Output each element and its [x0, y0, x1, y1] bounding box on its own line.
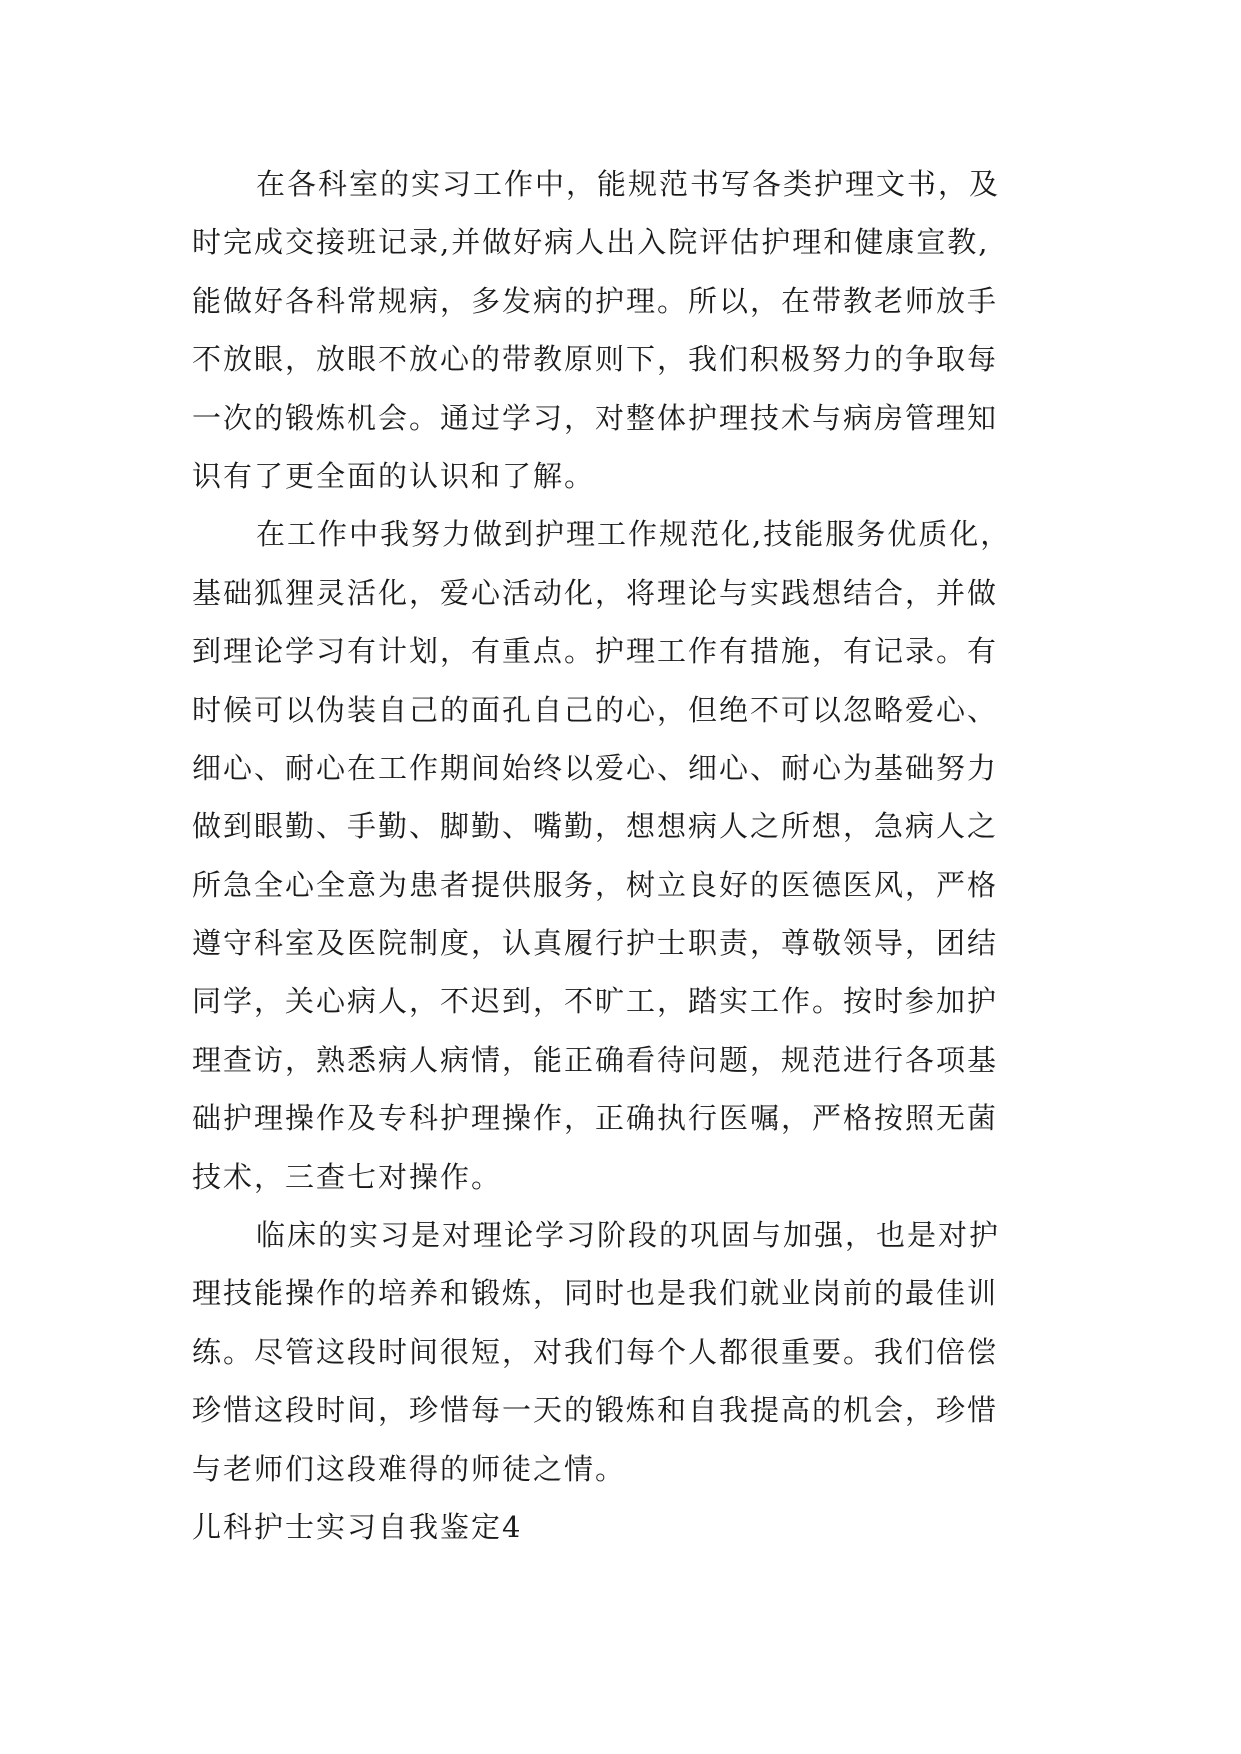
paragraph-line: 遵守科室及医院制度，认真履行护士职责，尊敬领导，团结 [192, 926, 999, 961]
paragraph-line: 一次的锻炼机会。通过学习，对整体护理技术与病房管理知 [192, 400, 999, 435]
paragraph-line: 理技能操作的培养和锻炼，同时也是我们就业岗前的最佳训 [192, 1276, 999, 1311]
paragraph-line: 与老师们这段难得的师徒之情。 [192, 1451, 627, 1486]
paragraph-line: 础护理操作及专科护理操作，正确执行医嘱，严格按照无菌 [192, 1101, 999, 1136]
paragraph-line: 临床的实习是对理论学习阶段的巩固与加强，也是对护 [256, 1218, 1001, 1253]
paragraph-2 [192, 505, 1072, 1206]
paragraph-line: 技术，三查七对操作。 [192, 1159, 503, 1194]
paragraph-line: 到理论学习有计划，有重点。护理工作有措施，有记录。有 [192, 634, 999, 669]
paragraph-line: 不放眼，放眼不放心的带教原则下，我们积极努力的争取每 [192, 342, 999, 377]
paragraph-3 [192, 1206, 1072, 1498]
document-body [192, 155, 1072, 1556]
paragraph-line: 珍惜这段时间，珍惜每一天的锻炼和自我提高的机会，珍惜 [192, 1393, 999, 1428]
paragraph-line: 理查访，熟悉病人病情，能正确看待问题，规范进行各项基 [192, 1042, 999, 1077]
paragraph-line: 基础狐狸灵活化，爱心活动化，将理论与实践想结合，并做 [192, 575, 999, 610]
paragraph-line: 时完成交接班记录,并做好病人出入院评估护理和健康宣教, [192, 225, 990, 260]
paragraph-line: 所急全心全意为患者提供服务，树立良好的医德医风，严格 [192, 867, 999, 902]
paragraph-line: 做到眼勤、手勤、脚勤、嘴勤，想想病人之所想，急病人之 [192, 809, 999, 844]
section-heading: 儿科护士实习自我鉴定4 [192, 1509, 523, 1544]
paragraph-line: 练。尽管这段时间很短，对我们每个人都很重要。我们倍偿 [192, 1334, 999, 1369]
paragraph-line: 在各科室的实习工作中，能规范书写各类护理文书，及 [256, 167, 1001, 201]
paragraph-line: 识有了更全面的认识和了解。 [192, 458, 596, 493]
paragraph-line: 细心、耐心在工作期间始终以爱心、细心、耐心为基础努力 [192, 750, 999, 785]
paragraph-line: 时候可以伪装自己的面孔自己的心，但绝不可以忽略爱心、 [192, 692, 999, 727]
paragraph-line: 同学，关心病人，不迟到，不旷工，踏实工作。按时参加护 [192, 984, 999, 1019]
paragraph-1 [192, 155, 1072, 505]
paragraph-line: 能做好各科常规病，多发病的护理。所以，在带教老师放手 [192, 283, 999, 318]
paragraph-line: 在工作中我努力做到护理工作规范化,技能服务优质化， [256, 517, 1012, 552]
